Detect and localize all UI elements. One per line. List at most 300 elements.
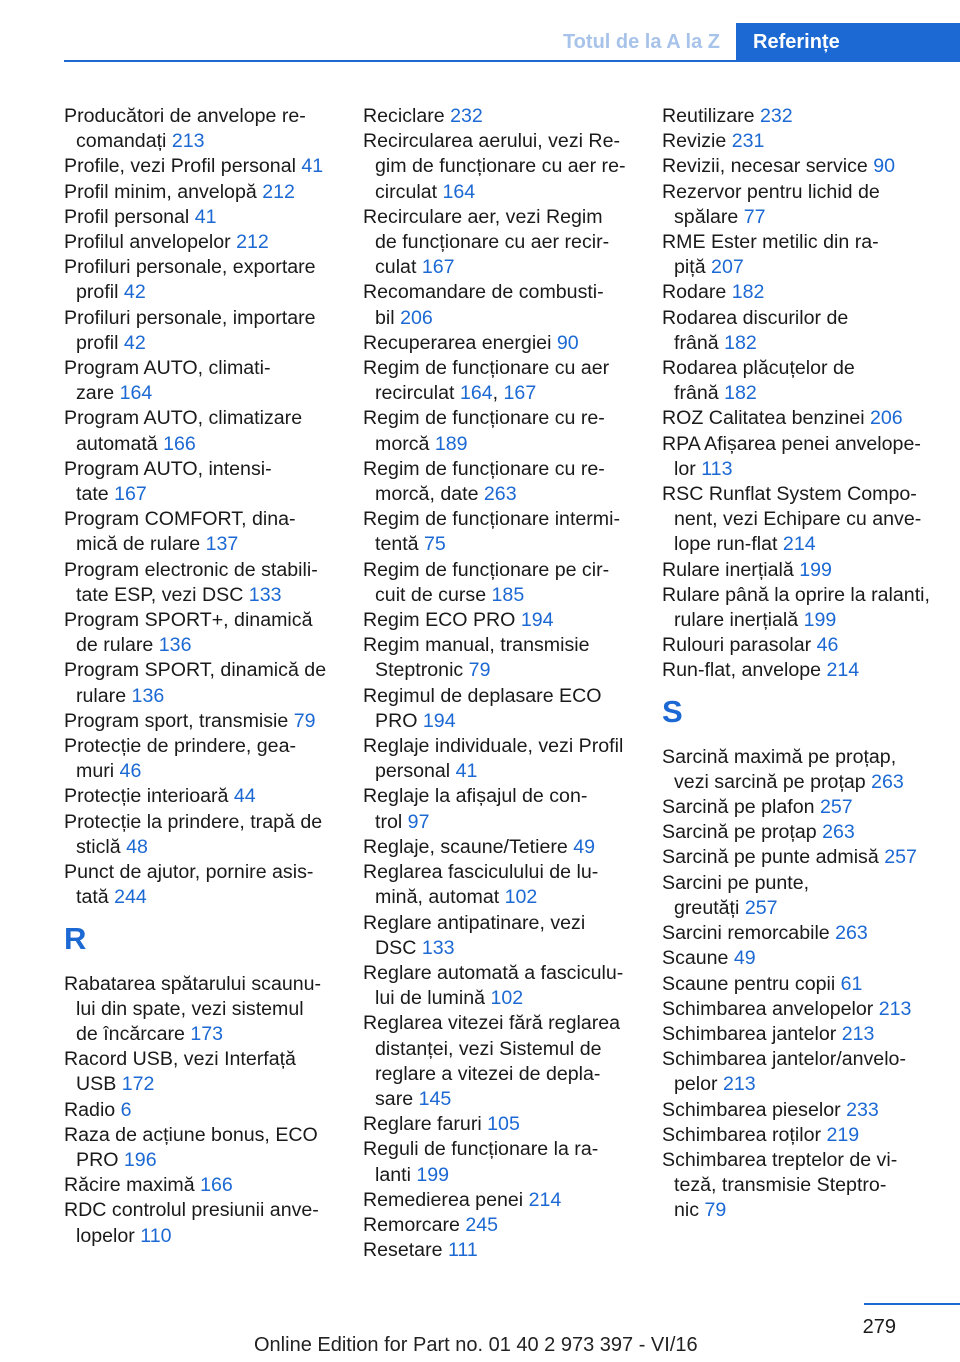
index-entry [662,558,932,583]
index-entry-text: Profil minim, anvelopă [64,180,263,203]
index-entry [64,1098,334,1123]
index-entry-text: Profil personal [64,205,195,228]
page-reference-link[interactable]: 199 [416,1163,450,1186]
page-reference-link[interactable]: 167 [114,483,147,506]
index-entry [363,507,633,557]
index-entry [363,835,633,860]
index-entry-text: Regim manual, transmisie [363,634,590,657]
page-reference-link[interactable]: 113 [701,457,733,480]
index-entry [662,129,932,154]
index-entry [363,1011,633,1112]
index-entry-text: Program AUTO, climatizare [64,407,303,430]
index-entry-text: frână [674,331,725,354]
index-entry [64,658,334,708]
index-entry-text: cuit de curse [375,583,492,606]
header-section-title: Totul de la A la Z [562,31,720,53]
page-reference-link[interactable]: 263 [871,770,904,793]
index-entry-text: PRO [375,709,423,732]
index-entry [64,306,334,356]
header-rule [64,60,960,62]
index-entry-text: Program AUTO, intensi- [64,457,272,480]
footer-rule [864,1303,960,1305]
page-reference-link[interactable]: 41 [194,205,217,228]
index-entry [363,784,633,834]
index-entry-text: frână [674,382,725,405]
index-entry-text: Reglare faruri [363,1113,488,1136]
index-entry [64,205,334,230]
index-entry-text: Revizii, necesar service [662,155,874,178]
index-entry-text: Schimbarea pieselor [662,1098,847,1121]
page-reference-link[interactable]: 97 [407,810,430,833]
index-entry [64,180,334,205]
index-entry-text: muri [76,760,120,783]
index-entry [64,784,334,809]
index-entry-text: Program sport, transmisie [64,709,294,732]
page-reference-link[interactable]: 42 [123,331,146,354]
index-entry [662,432,932,482]
index-entry-text: Program electronic de stabili- [64,558,318,581]
index-entry-text: Sarcină pe proțap [662,821,823,844]
index-entry-text: lui din spate, vezi sistemul [76,997,304,1020]
index-entry-text: circulat [375,180,443,203]
index-entry-text: lui de lumină [375,987,491,1010]
index-entry-text: Rezervor pentru lichid de [662,180,880,203]
index-entry-text: Regim de funcționare pe cir- [363,558,610,581]
index-entry [363,356,633,406]
index-entry [662,921,932,946]
index-entry [64,154,334,179]
index-entry [363,558,633,608]
index-entry-text: Raza de acțiune bonus, ECO [64,1123,318,1146]
index-entry-text: Scaune [662,947,734,970]
page-reference-link[interactable]: 49 [573,835,596,858]
page-reference-link[interactable]: 164 [119,382,153,405]
index-entry-text: comandați [76,130,172,153]
page-reference-link[interactable]: 212 [262,180,295,203]
page-reference-link[interactable]: 213 [878,997,912,1020]
index-entry [662,230,932,280]
index-entry-text: automată [76,432,164,455]
index-entry-text: lor [674,457,702,480]
index-entry-text: zare [76,382,120,405]
index-entry-text: vezi sarcină pe proțap [674,770,872,793]
index-column-3 [662,104,932,1224]
index-entry [64,356,334,406]
index-entry [662,745,932,795]
index-entry-text: Reglarea fasciculului de lu- [363,861,599,884]
index-entry-text: gim de funcționare cu aer re- [375,155,626,178]
index-entry [662,871,932,921]
page-reference-link[interactable]: 49 [733,947,756,970]
index-entry-text: greutăți [674,896,745,919]
index-entry-text: Profiluri personale, importare [64,306,316,329]
index-entry [64,1047,334,1097]
index-entry [662,997,932,1022]
page-reference-link[interactable]: 231 [731,130,765,153]
index-entry-text: lope run-flat [674,533,783,556]
index-entry-text: Rulare până la oprire la ralanti, [662,583,930,606]
index-entry [64,406,334,456]
index-entry [662,1148,932,1224]
index-entry-text: Protecție de prindere, gea- [64,735,296,758]
page-reference-link[interactable]: 214 [826,659,860,682]
page-reference-link[interactable]: 194 [520,609,554,632]
index-entry-text: Remedierea penei [363,1188,529,1211]
index-entry [64,860,334,910]
header-tab-referinte: Referințe [736,23,960,62]
index-entry-text: spălare [674,205,744,228]
page-reference-link[interactable]: 6 [120,1098,132,1121]
index-entry [64,507,334,557]
index-entry-text: PRO [76,1148,124,1171]
index-entry-text: Racord USB, vezi Interfață [64,1048,296,1071]
index-entry-text: Run-flat, anvelope [662,659,827,682]
index-entry [64,972,334,1048]
index-entry [363,1188,633,1213]
index-entry [64,558,334,608]
page-reference-link[interactable]: 257 [744,896,778,919]
index-entry [64,104,334,154]
index-entry [363,406,633,456]
index-entry-text: recirculat [375,382,460,405]
page-reference-separator: , [492,382,504,405]
page-reference-link[interactable]: 244 [114,886,147,909]
index-entry-text: Sarcină maximă pe proțap, [662,745,897,768]
index-entry-text: teză, transmisie Steptro- [674,1174,887,1197]
index-entry [363,608,633,633]
index-entry-text: Reglaje la afișajul de con- [363,785,588,808]
index-entry-text: Reglare automată a fasciculu- [363,961,624,984]
index-entry [662,1098,932,1123]
index-entry-text: Profiluri personale, exportare [64,256,316,279]
index-entry-text: Schimbarea anvelopelor [662,997,879,1020]
page-reference-link[interactable]: 164 [442,180,476,203]
index-entry [64,1198,334,1248]
index-entry [64,230,334,255]
edition-note: Online Edition for Part no. 01 40 2 973 397 - VI/16 [254,1334,698,1356]
index-entry-text: Rodarea plăcuțelor de [662,357,855,380]
page-reference-link[interactable]: 263 [822,821,855,844]
index-entry-text: Regim de funcționare cu re- [363,407,605,430]
index-entry [662,280,932,305]
page-reference-link[interactable]: 232 [760,105,793,127]
page-header [0,0,960,62]
page-reference-link[interactable]: 232 [450,105,483,127]
index-entry-text: Rabatarea spătarului scaunu- [64,972,322,995]
index-entry-text: Reutilizare [662,105,761,127]
index-entry-text: Program AUTO, climati- [64,357,271,380]
index-entry-text: Protecție interioară [64,785,234,808]
index-entry-text: Rodare [662,281,732,304]
index-entry-text: de funcționare cu aer recir- [375,231,610,254]
page-reference-link[interactable]: 212 [236,231,269,254]
index-entry-text: Schimbarea jantelor/anvelo- [662,1048,906,1071]
page-reference-link[interactable]: 214 [782,533,816,556]
index-entry-text: profil [76,281,124,304]
index-entry-text: Reciclare [363,105,451,127]
page-reference-link[interactable]: 233 [846,1098,879,1121]
index-entry [662,154,932,179]
page-reference-link[interactable]: 79 [293,709,316,732]
page-reference-link[interactable]: 46 [119,760,142,783]
index-entry-text: Regim de funcționare intermi- [363,508,621,531]
page-reference-link[interactable]: 79 [704,1199,727,1222]
index-column-1 [64,104,334,1249]
index-entry-text: RPA Afișarea penei anvelope- [662,432,921,455]
index-entry [662,946,932,971]
index-entry [363,205,633,281]
page-reference-link[interactable]: 263 [483,483,517,506]
index-entry-text: Remorcare [363,1213,466,1236]
page-reference-link[interactable]: 207 [711,256,744,279]
page-reference-link[interactable]: 41 [455,760,478,783]
index-entry-text: mică de rulare [76,533,206,556]
index-entry-text: Schimbarea treptelor de vi- [662,1148,898,1171]
page-reference-link[interactable]: 199 [799,558,832,581]
page-reference-link[interactable]: 219 [826,1123,860,1146]
section-letter: S [662,693,683,729]
page-reference-link[interactable]: 182 [724,331,757,354]
page-reference-link[interactable]: 105 [487,1113,520,1136]
page-reference-link[interactable]: 136 [131,684,165,707]
index-entry [662,820,932,845]
index-entry [363,860,633,910]
index-entry-text: tate ESP, vezi DSC [76,583,249,606]
index-entry-text: Rodarea discurilor de [662,306,849,329]
index-entry-text: Punct de ajutor, pornire asis- [64,861,314,884]
index-entry [363,104,633,129]
index-entry [662,972,932,997]
index-entry-text: DSC [375,936,422,959]
index-entry [662,180,932,230]
page-reference-link[interactable]: 166 [163,432,196,455]
index-entry-text: Schimbarea roților [662,1123,827,1146]
index-entry [662,356,932,406]
index-entry-text: tate [76,483,115,506]
index-entry-text: Regimul de deplasare ECO [363,684,602,707]
index-entry-text: Reglaje, scaune/Tetiere [363,835,574,858]
index-entry-text: reglare a vitezei de depla- [375,1062,601,1085]
index-entry-text: rulare [76,684,132,707]
index-entry-text: Steptronic [375,659,469,682]
page-reference-link[interactable]: 167 [421,256,455,279]
page-reference-link[interactable]: 61 [840,972,863,995]
page-reference-link[interactable]: 173 [190,1022,224,1045]
index-entry [64,1123,334,1173]
index-entry [662,306,932,356]
index-entry [662,1047,932,1097]
page-reference-link[interactable]: 133 [248,583,282,606]
index-entry-text: Schimbarea jantelor [662,1022,842,1045]
page-reference-link[interactable]: 48 [126,835,148,858]
page-reference-link[interactable]: 257 [819,796,853,819]
index-entry-text: profil [76,331,124,354]
index-entry-text: personal [375,760,456,783]
page-reference-link[interactable]: 206 [400,306,433,329]
page-reference-link[interactable]: 196 [123,1148,157,1171]
index-entry-text: culat [375,256,422,279]
index-entry [662,583,932,633]
page-reference-link[interactable]: 164 [459,382,493,405]
index-entry [64,1173,334,1198]
index-entry [363,457,633,507]
index-entry-text: bil [375,306,401,329]
index-entry-text: Sarcină pe punte admisă [662,846,885,869]
index-entry [64,457,334,507]
page-reference-link[interactable]: 263 [835,922,868,945]
index-entry [662,1022,932,1047]
page-reference-link[interactable]: 90 [556,331,579,354]
index-entry [662,795,932,820]
index-entry-text: mină, automat [375,886,505,909]
index-entry-text: nic [674,1199,705,1222]
page-reference-link[interactable]: 167 [503,382,537,405]
index-entry-text: Profile, vezi Profil personal [64,155,302,178]
index-entry [363,911,633,961]
index-entry [662,482,932,558]
index-entry [363,1213,633,1238]
page-reference-link[interactable]: 172 [121,1073,155,1096]
index-entry [363,129,633,205]
index-entry-text: tentă [375,533,425,556]
index-entry-text: rulare inerțială [674,609,804,632]
index-entry [64,608,334,658]
page-reference-link[interactable]: 136 [158,634,192,657]
index-entry-text: Recomandare de combusti- [363,281,604,304]
page-reference-link[interactable]: 90 [873,155,896,178]
index-entry [363,684,633,734]
index-entry [363,1238,633,1263]
index-entry-text: de rulare [76,634,159,657]
page-reference-link[interactable]: 77 [743,205,766,228]
section-letter: R [64,920,87,956]
index-entry [64,709,334,734]
page-reference-link[interactable]: 189 [434,432,468,455]
index-entry-text: distanței, vezi Sistemul de [375,1037,602,1060]
page-reference-link[interactable]: 75 [424,533,446,556]
page-reference-link[interactable]: 102 [490,987,524,1010]
index-entry [662,406,932,431]
page-reference-link[interactable]: 213 [723,1073,756,1096]
index-entry-text: Program SPORT+, dinamică [64,609,313,632]
page-reference-link[interactable]: 182 [731,281,765,304]
page-reference-link[interactable]: 145 [418,1087,452,1110]
index-entry [363,1112,633,1137]
page-reference-link[interactable]: 214 [528,1188,562,1211]
page-reference-link[interactable]: 166 [200,1174,233,1197]
index-entry-text: RSC Runflat System Compo- [662,483,917,506]
index-entry-text: de încărcare [76,1022,191,1045]
index-entry-text: Regim de funcționare cu aer [363,357,610,380]
index-entry-text: Reglare antipatinare, vezi [363,911,586,934]
page-reference-link[interactable]: 213 [171,130,205,153]
index-entry-text: RDC controlul presiunii anve- [64,1199,319,1222]
index-entry [363,280,633,330]
page-reference-link[interactable]: 245 [465,1213,499,1236]
page-reference-link[interactable]: 102 [504,886,538,909]
index-entry [363,734,633,784]
index-entry-text: morcă, date [375,483,484,506]
index-entry-text: piță [674,256,712,279]
page-reference-link[interactable]: 41 [301,155,324,178]
index-entry-text: Protecție la prindere, trapă de [64,810,323,833]
index-entry [64,810,334,860]
index-entry-text: Regim ECO PRO [363,609,521,632]
page-reference-link[interactable]: 182 [724,382,757,405]
index-entry [662,1123,932,1148]
index-entry-text: Sarcini pe punte, [662,871,810,894]
index-entry [363,1137,633,1187]
index-entry-text: Sarcină pe plafon [662,796,820,819]
index-entry-text: Scaune pentru copii [662,972,841,995]
index-entry-text: Reglaje individuale, vezi Profil [363,735,624,758]
index-entry [363,331,633,356]
index-entry-text: Recirculare aer, vezi Regim [363,205,603,228]
index-entry-text: Răcire maximă [64,1174,201,1197]
index-entry-text: sare [375,1087,419,1110]
page-reference-link[interactable]: 213 [841,1022,875,1045]
page-reference-link[interactable]: 199 [803,609,837,632]
index-entry [662,658,932,683]
page-reference-link[interactable]: 206 [870,407,903,430]
index-entry-text: lopelor [76,1224,141,1247]
index-entry-text: Radio [64,1098,121,1121]
index-entry-text: Producători de anvelope re- [64,105,306,127]
index-entry-text: RME Ester metilic din ra- [662,231,879,254]
index-entry [64,255,334,305]
page-reference-link[interactable]: 194 [422,709,456,732]
page-reference-link[interactable]: 133 [421,936,455,959]
index-entry-text: tată [76,886,115,909]
page-reference-link[interactable]: 44 [233,785,256,808]
index-entry-text: sticlă [76,835,127,858]
index-entry-text: pelor [674,1073,724,1096]
index-entry-text: Rulare inerțială [662,558,800,581]
index-entry-text: Rulouri parasolar [662,634,817,657]
index-column-2 [363,104,633,1263]
page-reference-link[interactable]: 185 [491,583,525,606]
index-entry-text: nent, vezi Echipare cu anve- [674,508,922,531]
index-entry [363,961,633,1011]
index-entry-text: Program COMFORT, dina- [64,508,296,531]
index-entry-text: lanti [375,1163,417,1186]
index-entry-text: Resetare [363,1239,448,1262]
index-entry-text: USB [76,1073,122,1096]
index-entry-text: Profilul anvelopelor [64,231,237,254]
page-reference-link[interactable]: 257 [884,846,917,869]
index-entry-text: Recuperarea energiei [363,331,557,354]
page-reference-link[interactable]: 79 [468,659,491,682]
page-reference-link[interactable]: 42 [123,281,146,304]
page-reference-link[interactable]: 137 [205,533,239,556]
index-entry [662,633,932,658]
index-entry-text: Recircularea aerului, vezi Re- [363,130,620,153]
index-entry [662,845,932,870]
index-entry [662,104,932,129]
index-entry-text: Revizie [662,130,732,153]
index-entry-text: Sarcini remorcabile [662,922,836,945]
index-entry-text: Regim de funcționare cu re- [363,457,605,480]
index-entry [363,633,633,683]
page-reference-link[interactable]: 110 [140,1224,172,1247]
index-entry-text: Reglarea vitezei fără reglarea [363,1012,621,1035]
page-number: 279 [862,1316,896,1338]
index-entry-text: trol [375,810,408,833]
index-entry-text: ROZ Calitatea benzinei [662,407,871,430]
page-reference-link[interactable]: 46 [816,634,839,657]
index-entry-text: Program SPORT, dinamică de [64,659,327,682]
page-reference-link[interactable]: 111 [447,1239,478,1262]
